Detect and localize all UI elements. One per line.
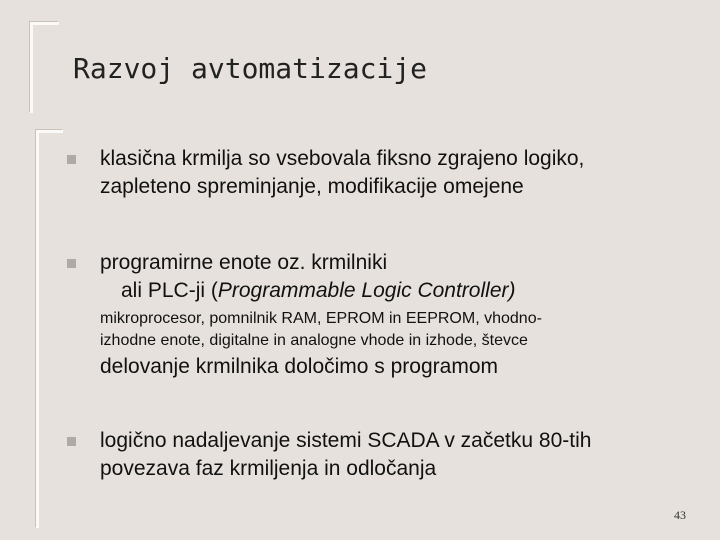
square-bullet-icon — [67, 437, 76, 446]
bullet-2-sub-line-1: mikroprocesor, pomnilnik RAM, EPROM in EEPROM, vhodno- — [100, 310, 542, 327]
title-frame-decoration — [30, 22, 59, 113]
bullet-1-line-1: klasična krmilja so vsebovala fiksno zgrajeno logiko, — [100, 147, 585, 170]
square-bullet-icon — [67, 259, 76, 268]
bullet-2-line-2-prefix: ali PLC-ji ( — [121, 279, 218, 302]
bullet-2-line-2 — [121, 278, 515, 304]
bullet-1-line-2: zapleteno spreminjanje, modifikacije omejene — [100, 175, 524, 198]
slide-title: Razvoj avtomatizacije — [73, 52, 428, 85]
page-number: 43 — [674, 508, 686, 522]
bullet-3-line-2: povezava faz krmiljenja in odločanja — [100, 457, 437, 480]
square-bullet-icon — [67, 155, 76, 164]
bullet-2-line-3: delovanje krmilnika določimo s programom — [100, 355, 498, 378]
bullet-2-line-2-italic: Programmable Logic Controller) — [217, 279, 516, 302]
bullet-2-sub-line-2: izhodne enote, digitalne in analogne vhode in izhode, števce — [100, 332, 528, 349]
body-frame-decoration — [36, 130, 63, 528]
bullet-2-line-1: programirne enote oz. krmilniki — [100, 251, 388, 274]
bullet-3-line-1: logično nadaljevanje sistemi SCADA v začetku 80-tih — [100, 429, 592, 452]
